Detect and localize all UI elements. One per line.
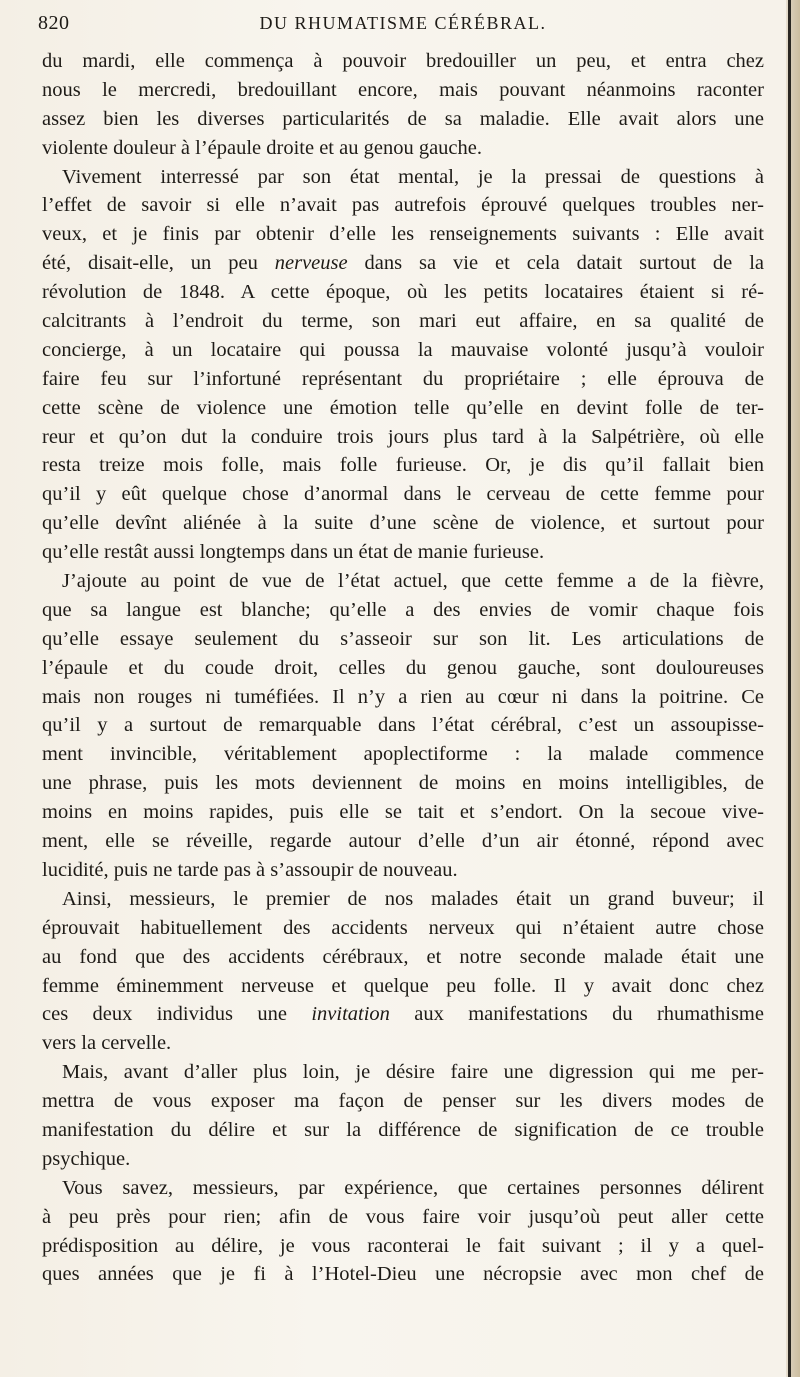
text-line [42, 336, 764, 365]
text-segment: qu’elle restât aussi longtemps dans un état de manie furieuse. [42, 541, 545, 564]
page-edge-line [788, 0, 791, 1377]
text-segment: qu’il y a surtout de remarquable dans l’état cérébral, c’est un assoupisse- [42, 714, 764, 737]
text-segment: l’épaule et du coude droit, celles du genou gauche, sont douloureuses [42, 656, 764, 679]
text-line [42, 1029, 764, 1058]
text-line [42, 47, 764, 76]
text-segment: dans sa vie et cela datait surtout de la [347, 252, 764, 275]
text-segment: J’ajoute au point de vue de l’état actuel, que cette femme a de la fièvre, [62, 570, 764, 593]
text-line [42, 509, 764, 538]
text-line [42, 914, 764, 943]
text-line [42, 885, 764, 914]
text-line [42, 943, 764, 972]
text-segment: ces deux individus une [42, 1003, 312, 1026]
text-line [42, 278, 764, 307]
text-segment: été, disait-elle, un peu [42, 252, 275, 275]
text-line [42, 625, 764, 654]
text-segment: veux, et je finis par obtenir d’elle les renseignements suivants : Elle avait [42, 223, 764, 246]
text-segment: ques années que je fi à l’Hotel-Dieu une nécropsie avec mon chef de [42, 1263, 764, 1286]
text-segment: mettra de vous exposer ma façon de penser sur les divers modes de [42, 1090, 764, 1113]
text-segment: Mais, avant d’aller plus loin, je désire faire une digression qui me per- [62, 1061, 764, 1084]
text-segment: calcitrants à l’endroit du terme, son mari eut affaire, en sa qualité de [42, 310, 764, 333]
text-segment: femme éminemment nerveuse et quelque peu folle. Il y avait donc chez [42, 974, 764, 997]
text-line [42, 134, 764, 163]
text-line [42, 220, 764, 249]
text-segment: psychique. [42, 1147, 131, 1170]
text-segment: lucidité, puis ne tarde pas à s’assoupir de nouveau. [42, 858, 458, 881]
text-segment: qu’elle devînt aliénée à la suite d’une scène de violence, et surtout pour [42, 512, 764, 535]
text-segment: du mardi, elle commença à pouvoir bredouiller un peu, et entra chez [42, 50, 764, 72]
text-line [42, 1145, 764, 1174]
text-line [42, 596, 764, 625]
text-line [42, 538, 764, 567]
text-line [42, 1203, 764, 1232]
text-segment: aux manifestations du rhumathisme [389, 1003, 764, 1026]
text-segment: manifestation du délire et sur la différence de signification de ce trouble [42, 1118, 764, 1141]
text-segment: prédisposition au délire, je vous raconterai le fait suivant ; il y a quel- [42, 1234, 764, 1257]
text-line [42, 480, 764, 509]
text-segment: ment, elle se réveille, regarde autour d’elle d’un air étonné, répond avec [42, 830, 764, 853]
text-segment: une phrase, puis les mots deviennent de moins en moins intelligibles, de [42, 772, 764, 795]
text-segment: faire feu sur l’infortuné représentant du propriétaire ; elle éprouva de [42, 367, 764, 390]
text-line [42, 105, 764, 134]
text-segment: Ainsi, messieurs, le premier de nos malades était un grand buveur; il [62, 887, 764, 910]
text-line [42, 249, 764, 278]
text-line [42, 394, 764, 423]
italic-word: invitation [311, 1003, 390, 1026]
text-line [42, 1260, 764, 1289]
text-segment: violente douleur à l’épaule droite et au genou gauche. [42, 136, 482, 159]
text-line [42, 1000, 764, 1029]
text-segment: que sa langue est blanche; qu’elle a des envies de vomir chaque fois [42, 598, 764, 621]
text-segment: resta treize mois folle, mais folle furieuse. Or, je dis qu’il fallait bien [42, 454, 764, 477]
text-segment: mais non rouges ni tuméfiées. Il n’y a rien au cœur ni dans la poitrine. Ce [42, 685, 764, 708]
text-segment: reur et qu’on dut la conduire trois jours plus tard à la Salpétrière, où elle [42, 425, 764, 448]
text-segment: nous le mercredi, bredouillant encore, mais pouvant néanmoins raconter [42, 78, 764, 101]
text-segment: assez bien les diverses particularités de sa maladie. Elle avait alors une [42, 107, 764, 130]
text-line [42, 683, 764, 712]
text-segment: éprouvait habituellement des accidents nerveux qui n’étaient autre chose [42, 916, 764, 939]
text-line [42, 307, 764, 336]
text-line [42, 856, 764, 885]
text-line [42, 1087, 764, 1116]
text-segment: Vivement interressé par son état mental, je la pressai de questions à [62, 165, 764, 188]
text-segment: l’effet de savoir si elle n’avait pas autrefois éprouvé quelques troubles ner- [42, 194, 764, 217]
text-segment: ment invincible, véritablement apoplectiforme : la malade commence [42, 743, 764, 766]
text-segment: qu’il y eût quelque chose d’anormal dans le cerveau de cette femme pour [42, 483, 764, 506]
text-segment: moins en moins rapides, puis elle se tait et s’endort. On la secoue vive- [42, 801, 764, 824]
text-line [42, 740, 764, 769]
text-line [42, 1116, 764, 1145]
body-text [42, 47, 764, 1289]
text-segment: au fond que des accidents cérébraux, et notre seconde malade était une [42, 945, 764, 968]
text-line [42, 163, 764, 192]
text-line [42, 365, 764, 394]
text-line [42, 827, 764, 856]
text-segment: Vous savez, messieurs, par expérience, que certaines personnes délirent [62, 1176, 764, 1199]
text-line [42, 423, 764, 452]
text-line [42, 1232, 764, 1261]
italic-word: nerveuse [274, 252, 348, 275]
text-line [42, 972, 764, 1001]
text-segment: à peu près pour rien; afin de vous faire voir jusqu’où peut aller cette [42, 1205, 764, 1228]
text-line [42, 567, 764, 596]
text-line [42, 654, 764, 683]
text-line [42, 191, 764, 220]
text-line [42, 711, 764, 740]
text-line [42, 76, 764, 105]
text-segment: concierge, à un locataire qui poussa la mauvaise volonté jusqu’à vouloir [42, 338, 764, 361]
running-head [38, 8, 768, 38]
text-line [42, 798, 764, 827]
text-line [42, 1174, 764, 1203]
text-line [42, 1058, 764, 1087]
text-segment: qu’elle essaye seulement du s’asseoir sur son lit. Les articulations de [42, 627, 764, 650]
page-number: 820 [38, 12, 70, 34]
text-segment: vers la cervelle. [42, 1032, 172, 1055]
text-line [42, 769, 764, 798]
running-head-title: DU RHUMATISME CÉRÉBRAL. [259, 13, 547, 33]
text-segment: cette scène de violence une émotion telle qu’elle en devint folle de ter- [42, 396, 764, 419]
text-line [42, 451, 764, 480]
text-segment: révolution de 1848. A cette époque, où les petits locataires étaient si ré- [42, 281, 764, 304]
